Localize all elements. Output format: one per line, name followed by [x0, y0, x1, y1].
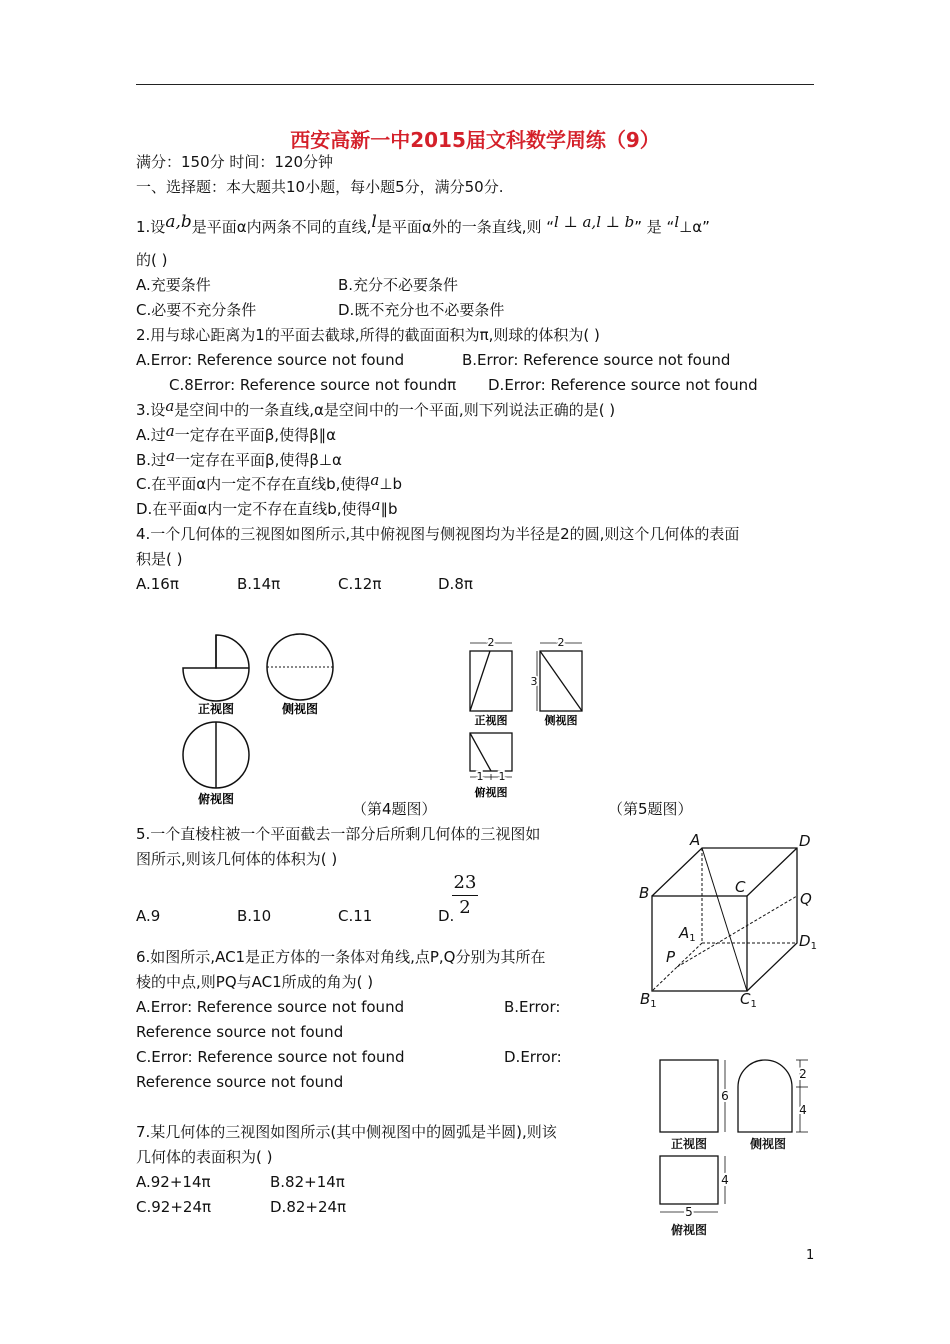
- q5-option-c: C.11: [338, 907, 373, 925]
- svg-text:1: 1: [498, 770, 506, 783]
- q5-stem-line2: 图所示,则该几何体的体积为( ): [136, 850, 338, 868]
- svg-text:2: 2: [487, 636, 495, 649]
- q5-option-a: A.9: [136, 907, 161, 925]
- cube-label-b1: $B_1$: [640, 990, 657, 1010]
- q4-three-view-figure: [170, 625, 350, 810]
- q4-top-label: 俯视图: [197, 792, 235, 806]
- exam-meta: 满分：150分 时间：120分钟: [136, 153, 334, 171]
- q4-stem-line2: 积是( ): [136, 550, 183, 568]
- q5-figure-caption: （第5题图）: [608, 800, 693, 818]
- q6-stem: 6.如图所示,AC1是正方体的一条体对角线,点P,Q分别为其所在: [136, 948, 546, 966]
- cube-label-c1: $C_1$: [740, 990, 757, 1010]
- cube-label-b: B: [639, 884, 650, 902]
- q7-top-rect: [660, 1156, 718, 1204]
- q4-stem: 4.一个几何体的三视图如图所示,其中俯视图与侧视图均为半径是2的圆,则这个几何体的表面: [136, 525, 740, 543]
- q5-three-view-figure: [460, 635, 595, 805]
- q5-option-d-fraction: 23 2: [453, 872, 477, 918]
- q3-option-c: C.在平面α内一定不存在直线b,使得a⊥b: [136, 471, 402, 493]
- svg-text:2: 2: [557, 636, 565, 649]
- q6-option-c: C.Error: Reference source not found: [136, 1048, 405, 1066]
- q7-top-label: 俯视图: [670, 1223, 708, 1237]
- q7-three-view-figure: [650, 1052, 820, 1242]
- q3-option-d: D.在平面α内一定不存在直线b,使得a∥b: [136, 496, 398, 518]
- q7-option-a: A.92+14π: [136, 1173, 211, 1191]
- q6-stem-line2: 棱的中点,则PQ与AC1所成的角为( ): [136, 973, 374, 991]
- cube-label-a: A: [690, 831, 701, 849]
- q4-option-c: C.12π: [338, 575, 382, 593]
- q4-front-label: 正视图: [197, 702, 235, 716]
- q5-option-b: B.10: [237, 907, 272, 925]
- q2-option-b: B.Error: Reference source not found: [462, 351, 731, 369]
- q7-side-shape: [738, 1060, 792, 1132]
- cube-label-c: C: [735, 878, 746, 896]
- q2-stem: 2.用与球心距离为1的平面去截球,所得的截面面积为π,则球的体积为( ): [136, 326, 600, 344]
- cube-label-q: Q: [800, 890, 812, 908]
- q7-dim-5: 5: [685, 1205, 693, 1219]
- q2-option-c: C.8Error: Reference source not foundπ: [169, 376, 457, 394]
- q5-top-rect: [470, 733, 512, 771]
- q5-front-rect: [470, 651, 512, 711]
- svg-text:1: 1: [476, 770, 484, 783]
- cube-label-d: D: [799, 832, 811, 850]
- q7-option-d: D.82+24π: [270, 1198, 347, 1216]
- q1-option-a: A.充要条件: [136, 276, 211, 294]
- q7-dim-4b: 4: [721, 1173, 729, 1187]
- q7-dim-6: 6: [721, 1089, 729, 1103]
- q6-option-b: B.Error:: [504, 998, 561, 1016]
- cube-label-a1: $A_1$: [679, 924, 696, 944]
- q4-option-b: B.14π: [237, 575, 281, 593]
- q4-figure-caption: （第4题图）: [352, 800, 437, 818]
- q6-option-b-cont: Reference source not found: [136, 1023, 344, 1041]
- q5-top-label: 俯视图: [474, 786, 508, 799]
- q1-option-d: D.既不充分也不必要条件: [338, 301, 505, 319]
- q6-option-d-cont: Reference source not found: [136, 1073, 344, 1091]
- q6-cube-figure: [634, 828, 824, 1010]
- q7-dim-4: 4: [799, 1103, 807, 1117]
- q3-option-b: B.过a一定存在平面β,使得β⊥α: [136, 447, 342, 469]
- q5-option-d: D.: [438, 907, 455, 925]
- q5-side-label: 侧视图: [544, 714, 578, 727]
- q4-option-a: A.16π: [136, 575, 179, 593]
- q5-stem: 5.一个直棱柱被一个平面截去一部分后所剩几何体的三视图如: [136, 825, 541, 843]
- q7-option-b: B.82+14π: [270, 1173, 345, 1191]
- q6-option-a: A.Error: Reference source not found: [136, 998, 405, 1016]
- page-number: 1: [806, 1248, 815, 1263]
- q7-front-label: 正视图: [670, 1137, 708, 1151]
- q1-stem-line2: 的( ): [136, 251, 168, 269]
- cube-label-d1: $D_1$: [799, 932, 817, 952]
- page-title: 西安高新一中2015届文科数学周练（9）: [290, 128, 660, 152]
- q7-stem-line2: 几何体的表面积为( ): [136, 1148, 273, 1166]
- q7-side-label: 侧视图: [749, 1137, 787, 1151]
- q2-option-d: D.Error: Reference source not found: [488, 376, 758, 394]
- q1-option-b: B.充分不必要条件: [338, 276, 459, 294]
- q5-front-label: 正视图: [474, 714, 508, 727]
- q1-option-c: C.必要不充分条件: [136, 301, 257, 319]
- cube-label-p: P: [666, 948, 676, 966]
- q7-dim-2: 2: [799, 1067, 807, 1081]
- svg-text:3: 3: [530, 675, 538, 688]
- q1-stem: 1.设a,b是平面α内两条不同的直线,l是平面α外的一条直线,则 “l ⊥ a,l ⊥ b” 是 “l⊥α”: [136, 212, 710, 236]
- q7-front-rect: [660, 1060, 718, 1132]
- q3-option-a: A.过a一定存在平面β,使得β∥α: [136, 422, 337, 444]
- q4-side-label: 侧视图: [281, 702, 319, 716]
- q7-option-c: C.92+24π: [136, 1198, 212, 1216]
- header-rule: [136, 84, 814, 85]
- q2-option-a: A.Error: Reference source not found: [136, 351, 405, 369]
- q3-stem: 3.设a是空间中的一条直线,α是空间中的一个平面,则下列说法正确的是( ): [136, 397, 616, 419]
- section-heading: 一、选择题：本大题共10小题，每小题5分，满分50分.: [136, 178, 504, 196]
- q4-option-d: D.8π: [438, 575, 473, 593]
- q7-stem: 7.某几何体的三视图如图所示(其中侧视图中的圆弧是半圆),则该: [136, 1123, 557, 1141]
- q6-option-d: D.Error:: [504, 1048, 562, 1066]
